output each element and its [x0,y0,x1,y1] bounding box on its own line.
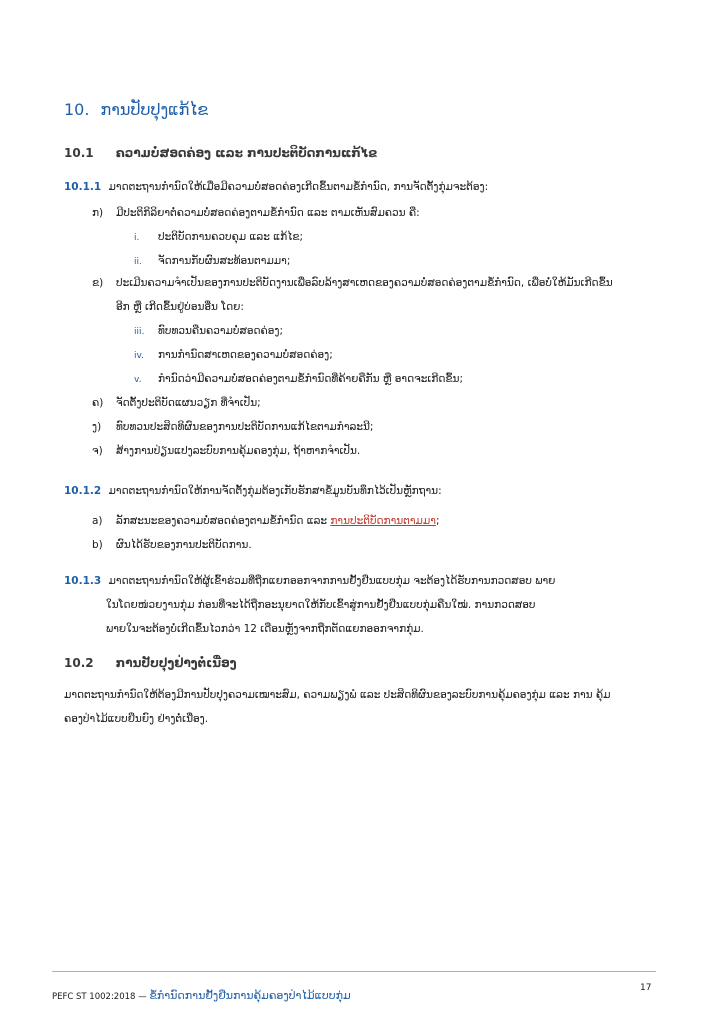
list-text: ຈັດຕັ້ງປະຕິບັດແຜນວຽກ ທີ່ຈຳເປັນ; [116,397,261,409]
list-item [92,206,420,220]
clause-10-1-3 [64,574,555,588]
list-marker: ຈ) [92,445,103,457]
paragraph [64,688,611,702]
list-item-continuation [116,300,244,314]
list-marker: iv. [134,351,144,361]
subsection-title: ຄວາມບໍ່ສອດຄ່ອງ ແລະ ການປະຕິບັດການແກ້ໄຂ [115,146,378,160]
list-marker: ii. [134,257,142,267]
list-text: ລັກສະນະຂອງຄວາມບໍ່ສອດຄ່ອງຕາມຂໍ້ກຳນົດ ແລະ [116,515,331,527]
list-item [134,230,303,245]
list-marker: ງ) [92,421,102,433]
subsection-number: 10.2 [64,656,94,670]
list-text: ມີປະຕິກິລິຍາຕໍ່ຄວາມບໍ່ສອດຄ່ອງຕາມຂໍ້ກຳນົດ ແລະ ຕາມເຫັນສົມຄວນ ຄື: [116,207,420,219]
footer-title: ຂໍ້ກຳນົດການຢັ້ງຢືນການຄຸ້ມຄອງປ່າໄມ້ແບບກຸ່ມ [149,989,351,1002]
list-text: ຈັດການກັບຜົນສະທ້ອນຕາມມາ; [158,255,291,267]
list-text: ທົບທວນປະສິດທິຜົນຂອງການປະຕິບັດການແກ້ໄຂຕາມກຳລະນີ; [116,421,374,433]
list-text: ປະຕິບັດການຄວບຄຸມ ແລະ ແກ້ໄຂ; [158,231,304,243]
footer-standard-code: PEFC ST 1002:2018 — [52,992,150,1002]
list-text: ອີກ ຫຼື ເກີດຂຶ້ນຢູ່ບ່ອນອື່ນ ໂດຍ: [116,301,244,313]
list-marker: ຂ) [92,277,104,289]
list-text: ສ້າງການປ່ຽນແປງລະບົບການຄຸ້ມຄອງກຸ່ມ, ຖ້າຫາກຈຳເປັນ. [116,445,361,457]
corrective-action-link[interactable]: ການປະຕິບັດການຕາມມາ [330,515,436,527]
subsection-number: 10.1 [64,146,94,160]
list-item [92,514,440,528]
list-item [134,348,333,363]
list-text: ກຳນົດວ່າມີຄວາມບໍ່ສອດຄ່ອງຕາມຂໍ້ກຳນົດທີ່ຄ້າຍຄືກັນ ຫຼື ອາດຈະເກີດຂຶ້ນ; [158,373,463,385]
paragraph-text: ຄອງປ່າໄມ້ແບບຍືນຍົງ ຢ່າງຕໍ່ເນື່ອງ. [64,713,209,725]
list-text-end: ; [435,515,440,527]
subsection-title: ການປັບປຸງຢ່າງຕໍ່ເນື່ອງ [115,656,237,670]
clause-10-1-1-intro [64,180,488,194]
list-text: ທົບທວນຄືນຄວາມບໍ່ສອດຄ່ອງ; [158,325,284,337]
list-item [92,444,360,458]
list-marker: b) [92,539,103,551]
clause-text: ມາດຕະຖານກຳນົດໃຫ້ເມື່ອມີຄວາມບໍ່ສອດຄ່ອງເກີດຂຶ້ນຕາມຂໍ້ກຳນົດ, ການຈັດຕັ້ງກຸ່ມຈະຕ້ອງ: [108,181,489,193]
list-item [92,396,261,410]
page-number: 17 [640,983,652,993]
list-marker: ຄ) [92,397,104,409]
list-item [134,254,290,269]
clause-text: ມາດຕະຖານກຳນົດໃຫ້ການຈັດຕັ້ງກຸ່ມຕ້ອງເກັບຮັກສາຂໍ້ມູນບັນທຶກໄວ້ເປັນຫຼັກຖານ: [108,485,442,497]
subsection-10-1-heading [64,146,377,160]
section-number: 10. [64,100,90,119]
section-heading [64,100,208,119]
clause-text: ພາຍໃນຈະຕ້ອງບໍ່ເກີດຂຶ້ນໄວກວ່າ 12 ເດືອນຫຼັງຈາກຖືກຕັດແຍກອອກຈາກກຸ່ມ. [106,623,424,635]
list-item [134,372,463,387]
clause-number: 10.1.2 [64,485,102,497]
list-item [92,276,613,290]
list-text: ການກຳນົດສາເຫດຂອງຄວາມບໍ່ສອດຄ່ອງ; [158,349,333,361]
list-marker: ກ) [92,207,104,219]
list-marker: v. [134,375,142,385]
list-marker: i. [134,233,140,243]
section-title: ການປັບປຸງແກ້ໄຂ [100,100,209,119]
list-marker: iii. [134,327,145,337]
paragraph-text: ມາດຕະຖານກຳນົດໃຫ້ຕ້ອງມີການປັບປຸງຄວາມເໝາະສົມ, ຄວາມພຽງພໍ ແລະ ປະສິດທິຜົນຂອງລະບົບການຄຸ້ມຄອງກຸ່ມ ແລະ ການ ຄຸ້ມ [64,689,611,701]
subsection-10-2-heading [64,656,237,670]
list-item [92,538,252,552]
clause-number: 10.1.1 [64,181,102,193]
footer [52,984,351,1003]
list-text: ປະເມີນຄວາມຈຳເປັນຂອງການປະຕິບັດງານເພື່ອລົບລ້າງສາເຫດຂອງຄວາມບໍ່ສອດຄ່ອງຕາມຂໍ້ກຳນົດ, ເພື່ອບໍ່ໃຫ້ມັນເກີດຂຶ້ນ [116,277,613,289]
clause-10-1-2-intro [64,484,442,498]
list-text: ຜົນໄດ້ຮັບຂອງການປະຕິບັດການ. [116,539,252,551]
list-marker: a) [92,515,103,527]
list-item [92,420,373,434]
paragraph-continuation [64,712,208,726]
clause-number: 10.1.3 [64,575,102,587]
footer-divider [52,971,656,972]
clause-continuation [106,622,424,636]
list-item [134,324,283,339]
clause-continuation [106,598,535,612]
clause-text: ມາດຕະຖານກຳນົດໃຫ້ຜູ້ເຂົ້າຮ່ວມທີ່ຖືກແຍກອອກຈາກການຢັ້ງຢືນແບບກຸ່ມ ຈະຕ້ອງໄດ້ຮັບການກວດສອບ ພາຍ [108,575,556,587]
clause-text: ໃນໂດຍໜ່ວຍງານກຸ່ມ ກ່ອນທີ່ຈະໄດ້ຖືກອະນຸຍາດໃຫ້ກັບເຂົ້າສູ່ການຢັ້ງຢືນແບບກຸ່ມຄືນໃໝ່. ການກວດສອບ [106,599,536,611]
